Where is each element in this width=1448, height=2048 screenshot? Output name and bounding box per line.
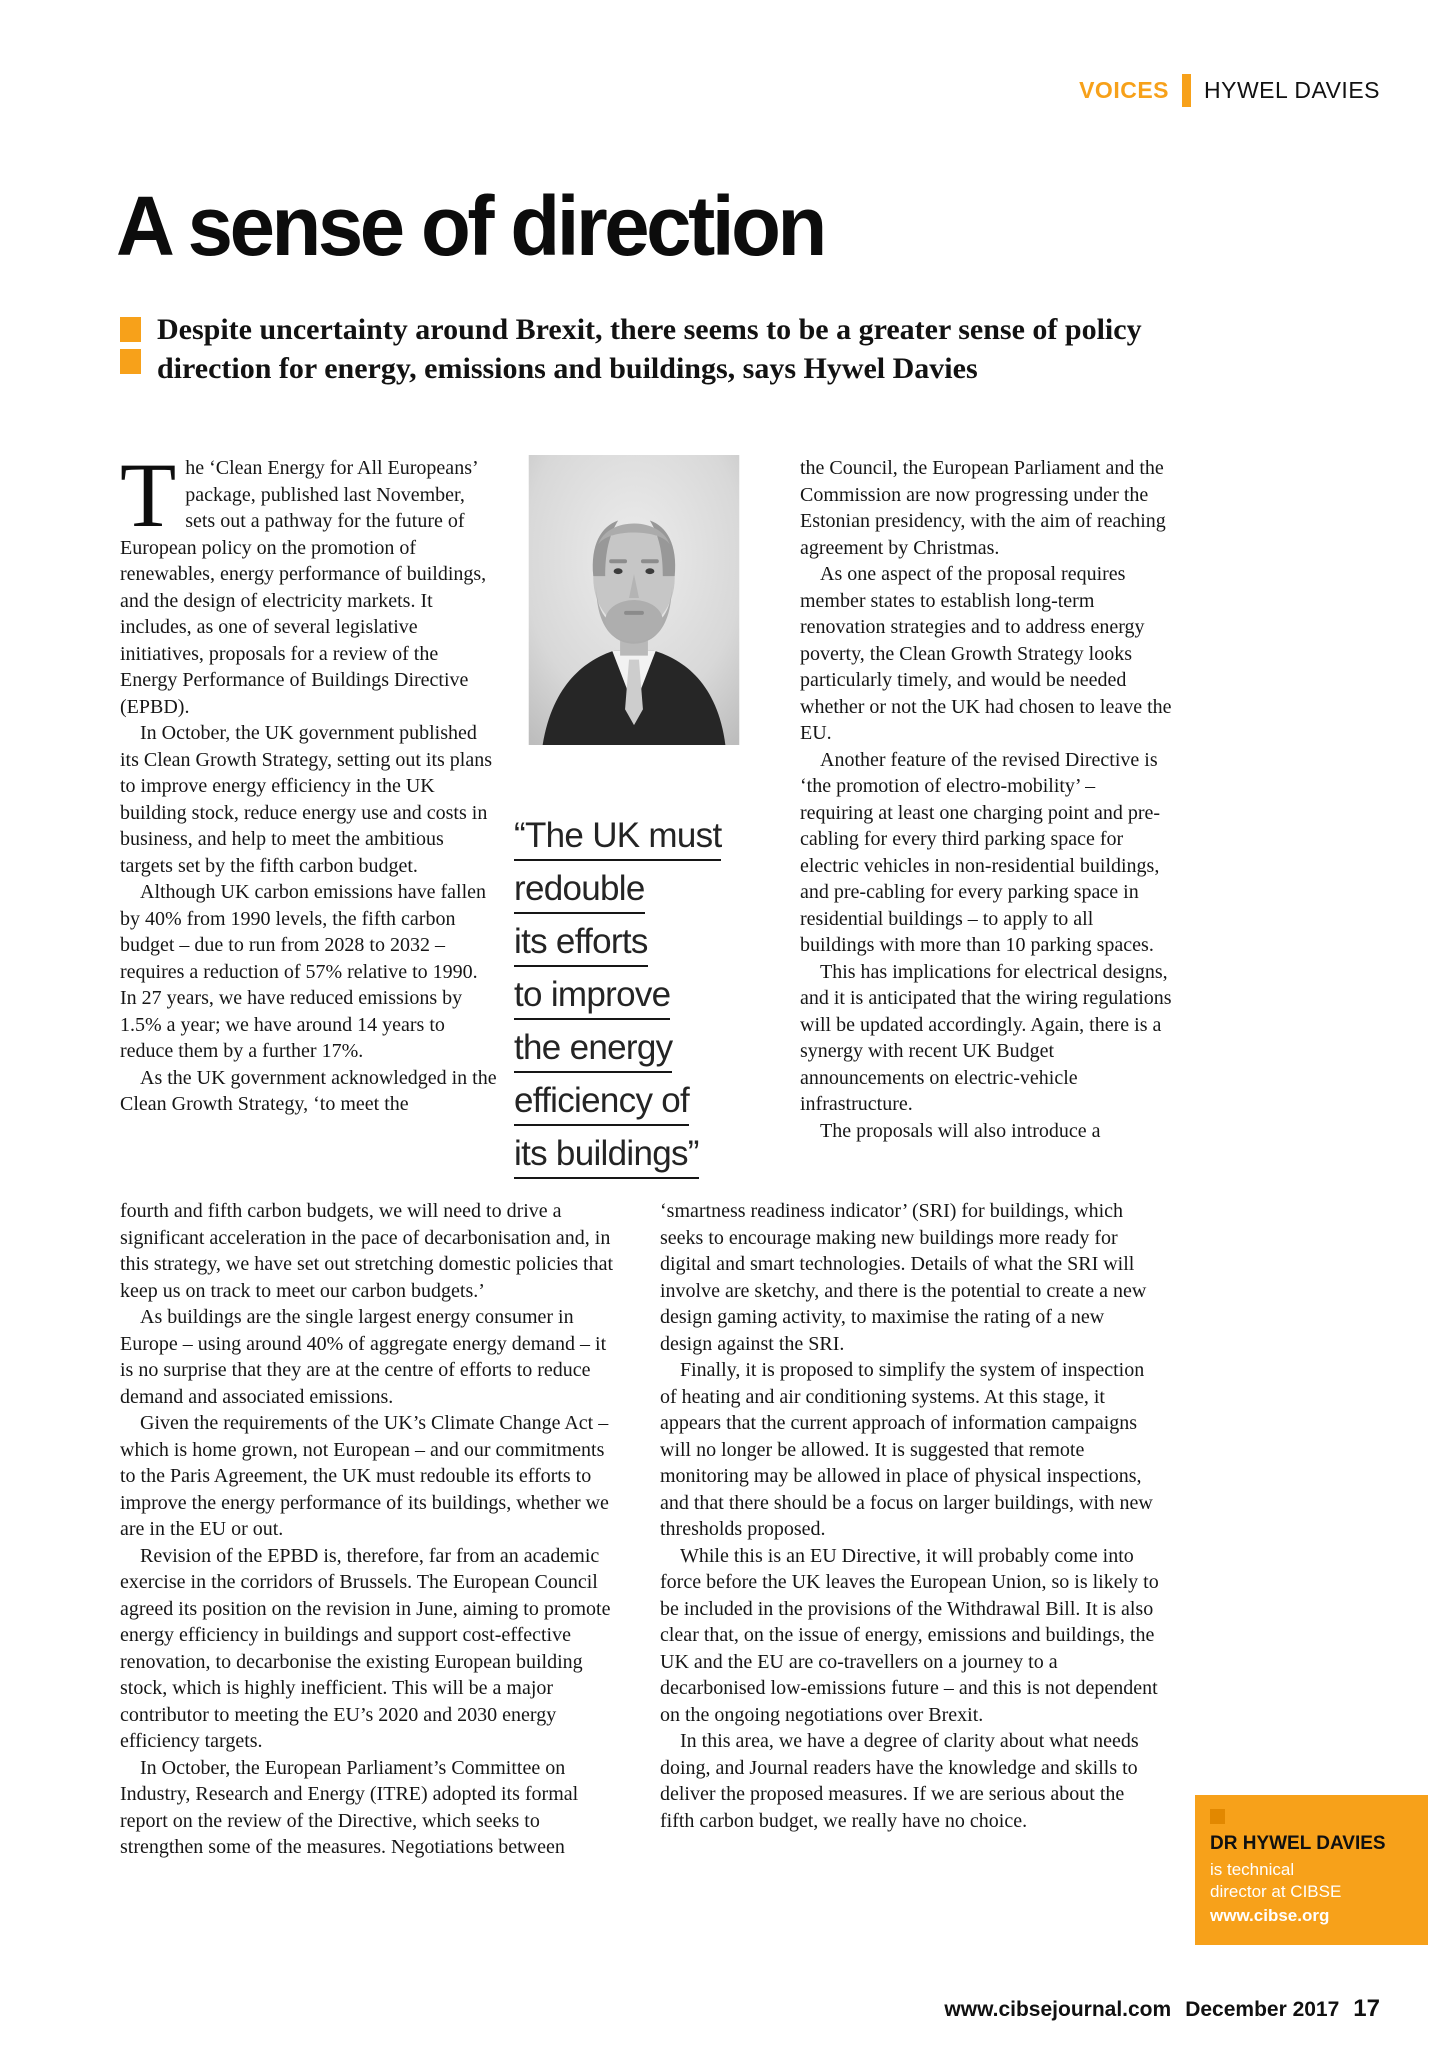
body-column-1-upper — [120, 444, 498, 1118]
body-paragraph: In this area, we have a degree of clarity about what needs doing, and Journal readers have the knowledge and skills to deliver the proposed measures. If we are serious about the fifth carbon budget, we really have no choice. — [660, 1730, 1139, 1832]
body-column-2-lower — [660, 1198, 1160, 1834]
body-paragraph-text: he ‘Clean Energy for All Europeans’ package, published last November, sets out a pathway for the future of European policy on the promotion of renewables, energy performance of buildings, and the design of electricity markets. It includes, as one of several legislative initiatives, proposals for a review of the Energy Performance of Buildings Directive (EPBD). — [120, 457, 487, 718]
cibse-url: www.cibse.org — [1210, 1906, 1330, 1925]
body-paragraph: As one aspect of the proposal requires member states to establish long-term renovation strategies and to address energy poverty, the Clean Growth Strategy looks particularly timely, and would be needed whether or not the UK had chosen to leave the EU. — [800, 563, 1172, 744]
paragraph-list — [120, 720, 498, 1118]
body-paragraph: In October, the European Parliament’s Committee on Industry, Research and Energy (ITRE) adopted its formal report on the review of the Directive, which seeks to strengthen some of the measures. Negotiations between — [120, 1756, 579, 1858]
body-paragraph: The proposals will also introduce a — [820, 1119, 1101, 1142]
pull-quote-line: the energy — [514, 1030, 672, 1073]
author-bio-box — [1195, 1795, 1428, 1945]
page-header — [1079, 74, 1380, 107]
portrait-photo — [528, 455, 740, 745]
pull-quote-line: efficiency of — [514, 1083, 689, 1126]
pull-quote-line: its buildings” — [514, 1136, 699, 1179]
body-paragraph: Finally, it is proposed to simplify the system of inspection of heating and air conditioning systems. At this stage, it appears that the current approach of information campaigns will no longer be allowed. It is suggested that remote monitoring may be allowed in place of physical inspections, and that there should be a focus on larger buildings, with new thresholds proposed. — [660, 1359, 1153, 1540]
pull-quote-line: “The UK must — [514, 818, 721, 861]
body-paragraph: Revision of the EPBD is, therefore, far from an academic exercise in the corridors of Brussels. The European Council agreed its position on the revision in June, aiming to promote energy efficiency in buildings and support cost-effective renovation, to decarbonise the existing European building stock, which is highly inefficient. This will be a major contributor to meeting the EU’s 2020 and 2030 energy efficiency targets. — [120, 1544, 611, 1752]
section-label: VOICES — [1079, 77, 1170, 103]
body-paragraph: the Council, the European Parliament and the Commission are now progressing under the Estonian presidency, with the aim of reaching agreement by Christmas. — [800, 457, 1166, 559]
author-role — [1210, 1859, 1413, 1903]
headline: A sense of direction — [116, 179, 824, 273]
body-paragraph: As the UK government acknowledged in the Clean Growth Strategy, ‘to meet the — [120, 1066, 497, 1115]
standfirst-bullet-markers — [120, 310, 141, 388]
author-name: DR HYWEL DAVIES — [1210, 1833, 1386, 1854]
orange-square-icon — [120, 349, 141, 374]
author-role-line-1: is technical — [1210, 1860, 1295, 1879]
header-divider-bar — [1182, 74, 1191, 107]
body-paragraph: In October, the UK government published its Clean Growth Strategy, setting out its plans to improve energy efficiency in the UK building stock, reduce energy use and costs in business, and help to meet the ambitious targets set by the fifth carbon budget. — [120, 722, 493, 877]
pull-quote-line: redouble — [514, 871, 645, 914]
journal-url: www.cibsejournal.com — [944, 1998, 1172, 2021]
issue-date: December 2017 — [1185, 1998, 1340, 2021]
body-paragraph: While this is an EU Directive, it will probably come into force before the UK leaves the European Union, so is likely to be included in the provisions of the Withdrawal Bill. It is also clear that, on the issue of energy, emissions and buildings, the UK and the EU are co-travellers on a journey to a decarbonised low-emissions future – and this is not dependent on the ongoing negotiations over Brexit. — [660, 1544, 1159, 1726]
body-column-1-lower — [120, 1198, 620, 1861]
body-paragraph — [120, 444, 498, 720]
body-paragraph: Although UK carbon emissions have fallen by 40% from 1990 levels, the fifth carbon budget – due to run from 2028 to 2032 – requires a reduction of 57% relative to 1990. In 27 years, we have reduced emissions by 1.5% a year; we have around 14 years to reduce them by a further 17%. — [120, 881, 487, 1062]
body-paragraph: fourth and fifth carbon budgets, we will need to drive a significant acceleration in the pace of decarbonisation and, in this strategy, we have set out stretching domestic policies that keep us on track to meet our carbon budgets.’ — [120, 1200, 614, 1302]
portrait-photo-graphic — [528, 455, 740, 745]
drop-cap: T — [120, 444, 177, 546]
pull-quote-line: to improve — [514, 977, 670, 1020]
body-paragraph: Given the requirements of the UK’s Climate Change Act – which is home grown, not European – and our commitments to the Paris Agreement, the UK must redouble its efforts to improve the energy performance of its buildings, whether we are in the EU or out. — [120, 1412, 609, 1540]
pull-quote-line: its efforts — [514, 924, 648, 967]
body-paragraph: As buildings are the single largest energy consumer in Europe – using around 40% of aggregate energy demand – it is no surprise that they are at the centre of efforts to reduce demand and associated emissions. — [120, 1306, 607, 1408]
header-author-name: HYWEL DAVIES — [1204, 77, 1380, 103]
author-role-line-2: director at CIBSE — [1210, 1882, 1342, 1901]
pull-quote — [514, 818, 740, 1189]
body-paragraph: Another feature of the revised Directive is ‘the promotion of electro-mobility’ – requiring at least one charging point and pre-cabling for every third parking space for electric vehicles in non-residential buildings, and pre-cabling for every parking space in residential buildings – to apply to all buildings with more than 10 parking spaces. — [800, 748, 1161, 956]
body-paragraph: This has implications for electrical designs, and it is anticipated that the wiring regulations will be updated accordingly. Again, there is a synergy with recent UK Budget announcements on electric-vehicle infrastructure. — [800, 960, 1172, 1115]
body-paragraph: ‘smartness readiness indicator’ (SRI) for buildings, which seeks to encourage making new buildings more ready for digital and smart technologies. Details of what the SRI will involve are sketchy, and there is the potential to create a new design gaming activity, to maximise the rating of a new design against the SRI. — [660, 1200, 1147, 1355]
orange-square-icon — [120, 317, 141, 342]
standfirst-text: Despite uncertainty around Brexit, there seems to be a greater sense of policy direction for energy, emissions and buildings, says Hywel Davies — [157, 313, 1142, 385]
page-number: 17 — [1353, 1995, 1380, 2022]
body-column-2-upper — [800, 455, 1172, 1144]
standfirst — [120, 310, 1190, 388]
pull-quote-lines — [514, 818, 740, 1179]
page-footer — [944, 1995, 1380, 2023]
orange-square-icon — [1210, 1809, 1225, 1824]
